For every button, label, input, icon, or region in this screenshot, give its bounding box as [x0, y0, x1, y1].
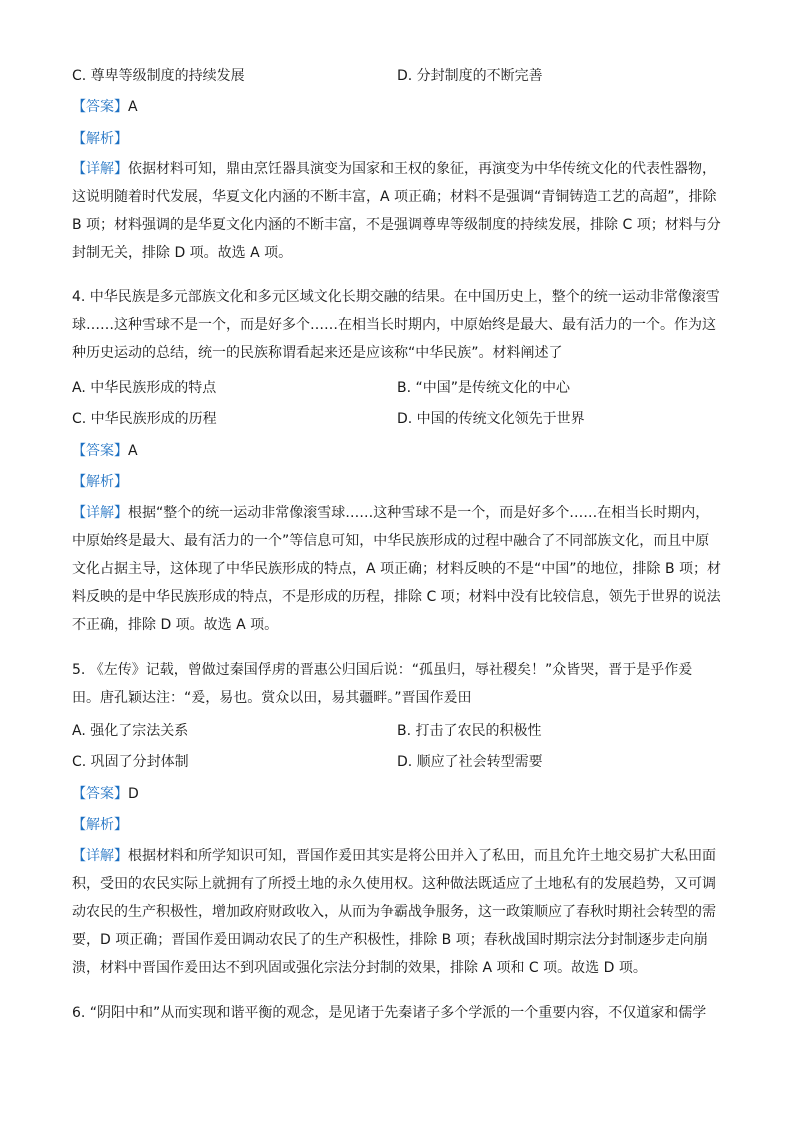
q3-option-c: C. 尊卑等级制度的持续发展	[72, 68, 245, 84]
q4-detail	[72, 499, 722, 639]
q3-detail	[72, 155, 722, 267]
detail-line: 动农民的生产积极性，增加政府财政收入，从而为争霸战争服务，这一政策顺应了春秋时期社会转型的需	[72, 904, 716, 920]
detail-text: 根据“整个的统一运动非常像滚雪球……这种雪球不是一个，而是好多个……在相当长时期内，	[128, 505, 710, 521]
detail-line: 这说明随着时代发展，华夏文化内涵的不断丰富，A 项正确；材料不是强调“青铜铸造工艺的高超”，排除	[72, 189, 717, 205]
q5-option-b: B. 打击了农民的积极性	[397, 723, 542, 739]
answer-value: D	[128, 786, 139, 802]
detail-text: 依据材料可知，鼎由烹饪器具演变为国家和王权的象征，再演变为中华传统文化的代表性器物，	[128, 161, 716, 177]
detail-line: 积，受田的农民实际上就拥有了所授土地的永久使用权。这种做法既适应了土地私有的发展趋势，又可调	[72, 876, 716, 892]
detail-line	[72, 155, 722, 183]
detail-line: 文化占据主导，这体现了中华民族形成的特点，A 项正确；材料反映的不是“中国”的地位，排除 B 项；材	[72, 561, 722, 577]
answer-tag: 【答案】	[72, 99, 128, 115]
detail-line	[72, 499, 722, 527]
q3-analysis-tag: 【解析】	[72, 131, 128, 147]
q5-detail	[72, 842, 722, 982]
answer-value: A	[128, 443, 138, 459]
q5-analysis-tag: 【解析】	[72, 817, 128, 833]
stem-line: 5. 《左传》记载，曾做过秦国俘虏的晋惠公归国后说：“孤虽归，辱社稷矣！”众皆哭，晋于是乎作爰	[72, 662, 693, 678]
detail-tag: 【详解】	[72, 848, 128, 864]
stem-line: 种历史运动的总结，统一的民族称谓看起来还是应该称“中华民族”。材料阐述了	[72, 345, 563, 361]
detail-line: 溃，材料中晋国作爰田达不到巩固或强化宗法分封制的效果，排除 A 项和 C 项。故选 D 项。	[72, 960, 647, 976]
stem-line: 4. 中华民族是多元部族文化和多元区域文化长期交融的结果。在中国历史上，整个的统一运动非常像滚雪	[72, 289, 720, 305]
detail-line: B 项；材料强调的是华夏文化内涵的不断丰富，不是强调尊卑等级制度的持续发展，排除 C 项；材料与分	[72, 217, 721, 233]
q4-analysis-tag: 【解析】	[72, 474, 128, 490]
stem-line: 球……这种雪球不是一个，而是好多个……在相当长时期内，中原始终是最大、最有活力的一个。作为这	[72, 317, 716, 333]
q5-answer-line	[72, 784, 139, 804]
answer-tag: 【答案】	[72, 786, 128, 802]
q4-option-d: D. 中国的传统文化领先于世界	[397, 411, 585, 427]
stem-line: 6. “阴阳中和”从而实现和谐平衡的观念，是见诸于先秦诸子多个学派的一个重要内容，不仅道家和儒学	[72, 1005, 707, 1021]
q3-answer-line	[72, 97, 138, 117]
answer-value: A	[128, 99, 138, 115]
q4-answer-line	[72, 441, 138, 461]
detail-tag: 【详解】	[72, 161, 128, 177]
q4-option-b: B. “中国”是传统文化的中心	[397, 380, 571, 396]
q4-option-c: C. 中华民族形成的历程	[72, 411, 217, 427]
answer-tag: 【答案】	[72, 443, 128, 459]
detail-line: 不正确，排除 D 项。故选 A 项。	[72, 617, 279, 633]
detail-tag: 【详解】	[72, 505, 128, 521]
q5-option-c: C. 巩固了分封体制	[72, 754, 189, 770]
detail-line: 料反映的是中华民族形成的特点，不是形成的历程，排除 C 项；材料中没有比较信息，领先于世界的说法	[72, 589, 721, 605]
q5-option-d: D. 顺应了社会转型需要	[397, 754, 543, 770]
q5-stem	[72, 656, 722, 712]
detail-line	[72, 842, 722, 870]
q4-stem	[72, 283, 722, 367]
detail-line: 要，D 项正确；晋国作爰田调动农民了的生产积极性，排除 B 项；春秋战国时期宗法分封制逐步走向崩	[72, 932, 708, 948]
q6-stem	[72, 999, 722, 1027]
q5-option-a: A. 强化了宗法关系	[72, 723, 189, 739]
detail-line: 中原始终是最大、最有活力的一个”等信息可知，中华民族形成的过程中融合了不同部族文化，而且中原	[72, 533, 710, 549]
q3-option-d: D. 分封制度的不断完善	[397, 68, 543, 84]
q4-option-a: A. 中华民族形成的特点	[72, 380, 217, 396]
stem-line: 田。唐孔颖达注：“爰，易也。赏众以田，易其疆畔。”晋国作爰田	[72, 690, 472, 706]
detail-line: 封制无关，排除 D 项。故选 A 项。	[72, 245, 293, 261]
detail-text: 根据材料和所学知识可知，晋国作爰田其实是将公田并入了私田，而且允许土地交易扩大私田面	[128, 848, 716, 864]
